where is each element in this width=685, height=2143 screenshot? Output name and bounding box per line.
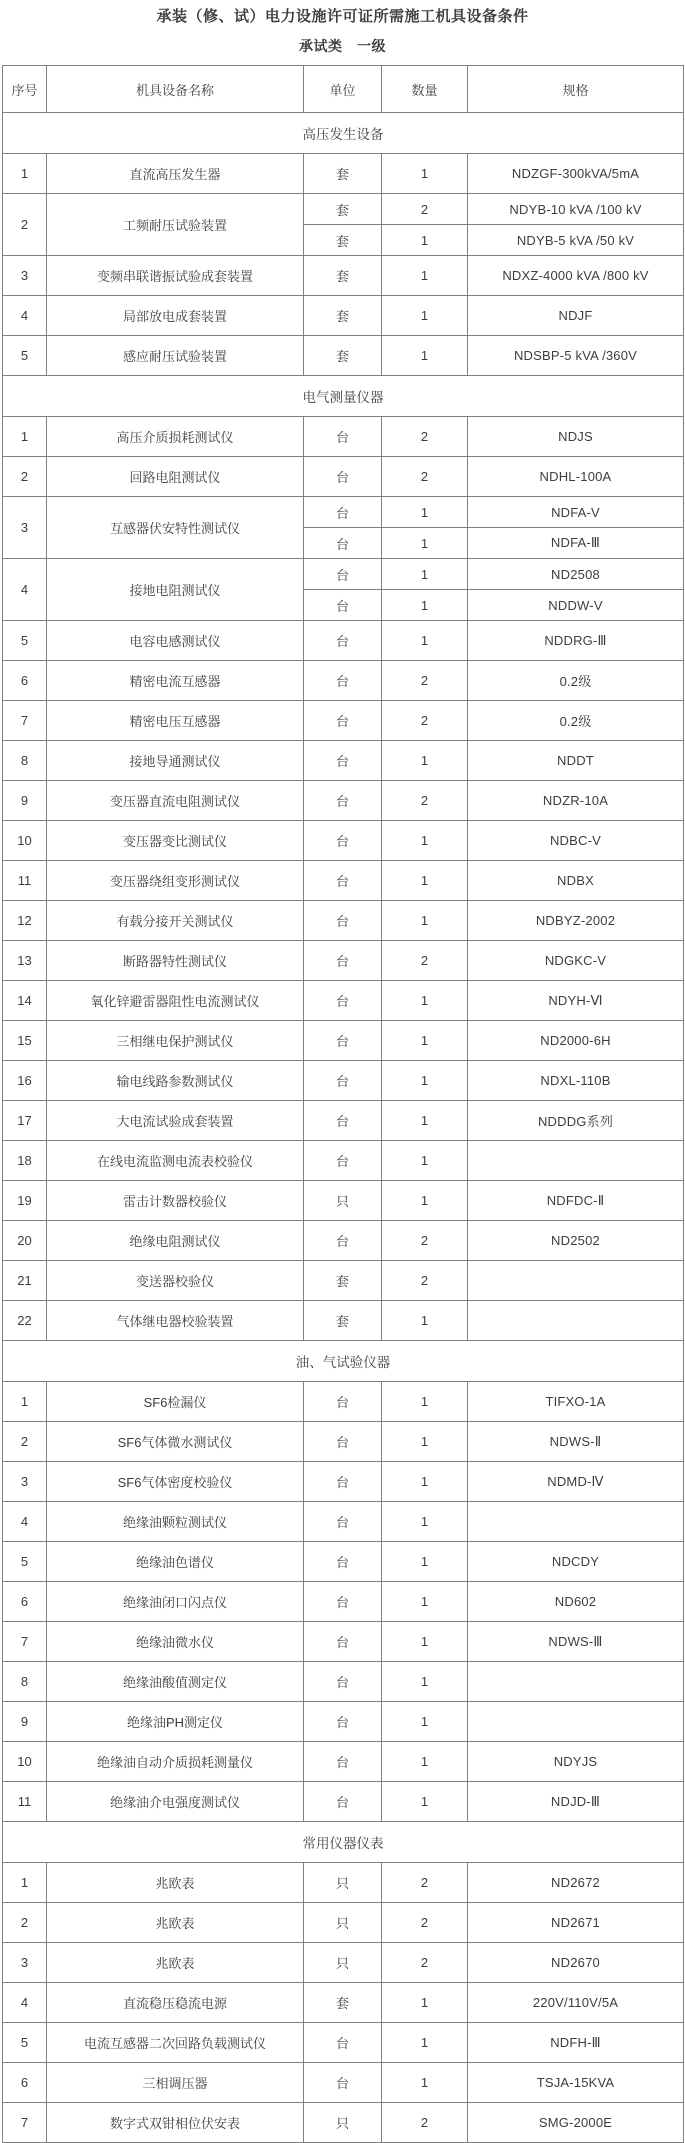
row-number-cell: 11 [3, 861, 47, 901]
unit-cell: 台 [304, 1542, 382, 1582]
equipment-name-cell: 雷击计数器校验仪 [47, 1181, 304, 1221]
unit-cell: 台 [304, 1141, 382, 1181]
quantity-cell: 1 [382, 225, 468, 256]
equipment-name-cell: 电容电感测试仪 [47, 621, 304, 661]
unit-cell: 套 [304, 1983, 382, 2023]
table-row [3, 1863, 684, 1903]
unit-cell: 台 [304, 981, 382, 1021]
table-row [3, 1742, 684, 1782]
section-header [3, 1341, 684, 1382]
section-header [3, 1822, 684, 1863]
unit-cell: 套 [304, 154, 382, 194]
table-row [3, 941, 684, 981]
spec-cell: NDBX [468, 861, 684, 901]
row-number-cell: 9 [3, 1702, 47, 1742]
unit-cell: 台 [304, 417, 382, 457]
quantity-cell: 1 [382, 821, 468, 861]
quantity-cell: 1 [382, 1422, 468, 1462]
row-number-cell: 9 [3, 781, 47, 821]
quantity-cell: 1 [382, 1181, 468, 1221]
quantity-cell: 1 [382, 497, 468, 528]
row-number-cell: 1 [3, 1863, 47, 1903]
quantity-cell: 2 [382, 2103, 468, 2143]
row-number-cell: 3 [3, 497, 47, 559]
table-row [3, 1141, 684, 1181]
row-number-cell: 5 [3, 2023, 47, 2063]
row-number-cell: 15 [3, 1021, 47, 1061]
equipment-name-cell: 气体继电器校验装置 [47, 1301, 304, 1341]
table-body [3, 113, 684, 2143]
header-row [3, 66, 684, 113]
unit-cell: 台 [304, 2023, 382, 2063]
unit-cell: 只 [304, 2103, 382, 2143]
quantity-cell: 1 [382, 1622, 468, 1662]
column-header-2: 单位 [304, 66, 382, 113]
row-number-cell: 6 [3, 1582, 47, 1622]
table-row [3, 1542, 684, 1582]
spec-cell: NDDRG-Ⅲ [468, 621, 684, 661]
table-row [3, 2023, 684, 2063]
unit-cell: 台 [304, 1502, 382, 1542]
equipment-name-cell: 接地电阻测试仪 [47, 559, 304, 621]
quantity-cell: 1 [382, 296, 468, 336]
spec-cell: NDFDC-Ⅱ [468, 1181, 684, 1221]
spec-cell: NDYB-5 kVA /50 kV [468, 225, 684, 256]
quantity-cell: 1 [382, 1502, 468, 1542]
table-header-row [3, 66, 684, 113]
row-number-cell: 18 [3, 1141, 47, 1181]
unit-cell: 套 [304, 336, 382, 376]
spec-cell: NDYB-10 kVA /100 kV [468, 194, 684, 225]
spec-cell: NDJS [468, 417, 684, 457]
quantity-cell: 1 [382, 1983, 468, 2023]
table-row [3, 1061, 684, 1101]
table-row [3, 1101, 684, 1141]
quantity-cell: 1 [382, 528, 468, 559]
quantity-cell: 2 [382, 457, 468, 497]
row-number-cell: 1 [3, 417, 47, 457]
spec-cell: 0.2级 [468, 661, 684, 701]
table-row [3, 1582, 684, 1622]
quantity-cell: 2 [382, 1903, 468, 1943]
unit-cell: 台 [304, 1382, 382, 1422]
unit-cell: 台 [304, 701, 382, 741]
unit-cell: 台 [304, 497, 382, 528]
unit-cell: 台 [304, 941, 382, 981]
table-row [3, 701, 684, 741]
equipment-name-cell: 绝缘油闭口闪点仪 [47, 1582, 304, 1622]
unit-cell: 台 [304, 1702, 382, 1742]
spec-cell [468, 1261, 684, 1301]
quantity-cell: 1 [382, 1141, 468, 1181]
equipment-name-cell: 直流稳压稳流电源 [47, 1983, 304, 2023]
quantity-cell: 2 [382, 701, 468, 741]
quantity-cell: 2 [382, 941, 468, 981]
unit-cell: 台 [304, 1582, 382, 1622]
table-row [3, 741, 684, 781]
unit-cell: 台 [304, 821, 382, 861]
quantity-cell: 1 [382, 1742, 468, 1782]
table-row [3, 1021, 684, 1061]
row-number-cell: 4 [3, 1502, 47, 1542]
equipment-name-cell: 电流互感器二次回路负载测试仪 [47, 2023, 304, 2063]
spec-cell: NDWS-Ⅲ [468, 1622, 684, 1662]
unit-cell: 只 [304, 1181, 382, 1221]
unit-cell: 台 [304, 1101, 382, 1141]
unit-cell: 只 [304, 1943, 382, 1983]
quantity-cell: 2 [382, 417, 468, 457]
row-number-cell: 3 [3, 1943, 47, 1983]
unit-cell: 只 [304, 1863, 382, 1903]
quantity-cell: 1 [382, 559, 468, 590]
row-number-cell: 22 [3, 1301, 47, 1341]
quantity-cell: 2 [382, 194, 468, 225]
table-row [3, 621, 684, 661]
unit-cell: 套 [304, 256, 382, 296]
table-row [3, 661, 684, 701]
equipment-name-cell: 绝缘油介电强度测试仪 [47, 1782, 304, 1822]
unit-cell: 台 [304, 901, 382, 941]
row-number-cell: 7 [3, 1622, 47, 1662]
table-row [3, 861, 684, 901]
equipment-name-cell: 精密电压互感器 [47, 701, 304, 741]
spec-cell: TSJA-15KVA [468, 2063, 684, 2103]
section-title: 电气测量仪器 [3, 376, 684, 417]
unit-cell: 台 [304, 1021, 382, 1061]
spec-cell: ND2670 [468, 1943, 684, 1983]
row-number-cell: 21 [3, 1261, 47, 1301]
quantity-cell: 1 [382, 256, 468, 296]
page-title: 承装（修、试）电力设施许可证所需施工机具设备条件 [156, 8, 529, 25]
spec-cell: NDGKC-V [468, 941, 684, 981]
quantity-cell: 1 [382, 590, 468, 621]
row-number-cell: 11 [3, 1782, 47, 1822]
spec-cell: ND2671 [468, 1903, 684, 1943]
spec-cell: SMG-2000E [468, 2103, 684, 2143]
row-number-cell: 2 [3, 194, 47, 256]
table-row [3, 2063, 684, 2103]
page-subtitle: 承试类 一级 [299, 38, 386, 54]
equipment-name-cell: 数字式双钳相位伏安表 [47, 2103, 304, 2143]
unit-cell: 台 [304, 1462, 382, 1502]
row-number-cell: 10 [3, 1742, 47, 1782]
equipment-name-cell: 兆欧表 [47, 1903, 304, 1943]
table-row [3, 497, 684, 528]
equipment-name-cell: 绝缘电阻测试仪 [47, 1221, 304, 1261]
row-number-cell: 13 [3, 941, 47, 981]
table-row [3, 981, 684, 1021]
spec-cell: NDWS-Ⅱ [468, 1422, 684, 1462]
equipment-name-cell: 局部放电成套装置 [47, 296, 304, 336]
column-header-3: 数量 [382, 66, 468, 113]
equipment-name-cell: 绝缘油PH测定仪 [47, 1702, 304, 1742]
spec-cell: 220V/110V/5A [468, 1983, 684, 2023]
spec-cell: NDJD-Ⅲ [468, 1782, 684, 1822]
row-number-cell: 5 [3, 621, 47, 661]
spec-cell: NDDT [468, 741, 684, 781]
equipment-name-cell: SF6气体密度校验仪 [47, 1462, 304, 1502]
quantity-cell: 1 [382, 1382, 468, 1422]
table-row [3, 1903, 684, 1943]
table-row [3, 417, 684, 457]
section-title: 常用仪器仪表 [3, 1822, 684, 1863]
column-header-4: 规格 [468, 66, 684, 113]
spec-cell: NDFA-Ⅲ [468, 528, 684, 559]
spec-cell [468, 1502, 684, 1542]
quantity-cell: 2 [382, 1943, 468, 1983]
unit-cell: 套 [304, 225, 382, 256]
equipment-name-cell: SF6气体微水测试仪 [47, 1422, 304, 1462]
quantity-cell: 2 [382, 1221, 468, 1261]
table-row [3, 256, 684, 296]
quantity-cell: 1 [382, 861, 468, 901]
unit-cell: 台 [304, 1782, 382, 1822]
equipment-name-cell: 高压介质损耗测试仪 [47, 417, 304, 457]
row-number-cell: 2 [3, 1903, 47, 1943]
equipment-name-cell: 工频耐压试验装置 [47, 194, 304, 256]
equipment-name-cell: 互感器伏安特性测试仪 [47, 497, 304, 559]
equipment-name-cell: 绝缘油色谱仪 [47, 1542, 304, 1582]
unit-cell: 台 [304, 528, 382, 559]
spec-cell: NDBYZ-2002 [468, 901, 684, 941]
table-row [3, 1702, 684, 1742]
row-number-cell: 6 [3, 2063, 47, 2103]
spec-cell: NDDW-V [468, 590, 684, 621]
row-number-cell: 17 [3, 1101, 47, 1141]
equipment-name-cell: SF6检漏仪 [47, 1382, 304, 1422]
unit-cell: 套 [304, 194, 382, 225]
section-header [3, 113, 684, 154]
row-number-cell: 7 [3, 701, 47, 741]
spec-cell: NDYJS [468, 1742, 684, 1782]
spec-cell: ND2672 [468, 1863, 684, 1903]
row-number-cell: 5 [3, 1542, 47, 1582]
quantity-cell: 1 [382, 1061, 468, 1101]
spec-cell: ND2502 [468, 1221, 684, 1261]
row-number-cell: 16 [3, 1061, 47, 1101]
section-title: 油、气试验仪器 [3, 1341, 684, 1382]
quantity-cell: 1 [382, 621, 468, 661]
unit-cell: 套 [304, 1301, 382, 1341]
quantity-cell: 2 [382, 661, 468, 701]
unit-cell: 台 [304, 1221, 382, 1261]
spec-cell: NDXL-110B [468, 1061, 684, 1101]
spec-cell: NDYH-Ⅵ [468, 981, 684, 1021]
unit-cell: 只 [304, 1903, 382, 1943]
unit-cell: 台 [304, 621, 382, 661]
row-number-cell: 1 [3, 1382, 47, 1422]
unit-cell: 台 [304, 1742, 382, 1782]
unit-cell: 台 [304, 781, 382, 821]
equipment-name-cell: 感应耐压试验装置 [47, 336, 304, 376]
row-number-cell: 4 [3, 1983, 47, 2023]
quantity-cell: 1 [382, 2063, 468, 2103]
spec-cell: 0.2级 [468, 701, 684, 741]
equipment-name-cell: 大电流试验成套装置 [47, 1101, 304, 1141]
unit-cell: 套 [304, 296, 382, 336]
table-row [3, 1622, 684, 1662]
equipment-name-cell: 变压器直流电阻测试仪 [47, 781, 304, 821]
quantity-cell: 1 [382, 336, 468, 376]
equipment-name-cell: 兆欧表 [47, 1943, 304, 1983]
equipment-name-cell: 三相调压器 [47, 2063, 304, 2103]
row-number-cell: 8 [3, 741, 47, 781]
equipment-name-cell: 绝缘油酸值测定仪 [47, 1662, 304, 1702]
equipment-name-cell: 兆欧表 [47, 1863, 304, 1903]
table-row [3, 1181, 684, 1221]
row-number-cell: 4 [3, 559, 47, 621]
equipment-name-cell: 直流高压发生器 [47, 154, 304, 194]
unit-cell: 台 [304, 2063, 382, 2103]
unit-cell: 台 [304, 1622, 382, 1662]
spec-cell [468, 1662, 684, 1702]
table-row [3, 559, 684, 590]
equipment-name-cell: 三相继电保护测试仪 [47, 1021, 304, 1061]
table-row [3, 1261, 684, 1301]
quantity-cell: 1 [382, 1462, 468, 1502]
quantity-cell: 1 [382, 1702, 468, 1742]
spec-cell: NDJF [468, 296, 684, 336]
quantity-cell: 1 [382, 1582, 468, 1622]
unit-cell: 台 [304, 1422, 382, 1462]
unit-cell: 台 [304, 590, 382, 621]
spec-cell: NDFH-Ⅲ [468, 2023, 684, 2063]
equipment-name-cell: 输电线路参数测试仪 [47, 1061, 304, 1101]
equipment-name-cell: 在线电流监测电流表校验仪 [47, 1141, 304, 1181]
row-number-cell: 10 [3, 821, 47, 861]
table-row [3, 336, 684, 376]
spec-cell: NDHL-100A [468, 457, 684, 497]
equipment-name-cell: 变频串联谐振试验成套装置 [47, 256, 304, 296]
spec-cell: NDZR-10A [468, 781, 684, 821]
spec-cell: NDMD-Ⅳ [468, 1462, 684, 1502]
unit-cell: 台 [304, 741, 382, 781]
table-row [3, 296, 684, 336]
equipment-name-cell: 有载分接开关测试仪 [47, 901, 304, 941]
equipment-name-cell: 变压器绕组变形测试仪 [47, 861, 304, 901]
quantity-cell: 1 [382, 1542, 468, 1582]
spec-cell: ND2000-6H [468, 1021, 684, 1061]
quantity-cell: 2 [382, 1261, 468, 1301]
quantity-cell: 1 [382, 154, 468, 194]
row-number-cell: 3 [3, 256, 47, 296]
column-header-1: 机具设备名称 [47, 66, 304, 113]
row-number-cell: 3 [3, 1462, 47, 1502]
unit-cell: 台 [304, 1061, 382, 1101]
row-number-cell: 4 [3, 296, 47, 336]
unit-cell: 台 [304, 457, 382, 497]
unit-cell: 台 [304, 1662, 382, 1702]
table-row [3, 1662, 684, 1702]
spec-cell: NDDDG系列 [468, 1101, 684, 1141]
spec-cell [468, 1141, 684, 1181]
table-row [3, 1382, 684, 1422]
equipment-name-cell: 变送器校验仪 [47, 1261, 304, 1301]
equipment-name-cell: 断路器特性测试仪 [47, 941, 304, 981]
quantity-cell: 2 [382, 781, 468, 821]
quantity-cell: 1 [382, 981, 468, 1021]
unit-cell: 台 [304, 559, 382, 590]
row-number-cell: 20 [3, 1221, 47, 1261]
row-number-cell: 14 [3, 981, 47, 1021]
section-title: 高压发生设备 [3, 113, 684, 154]
quantity-cell: 1 [382, 1301, 468, 1341]
spec-cell: TIFXO-1A [468, 1382, 684, 1422]
spec-cell: NDSBP-5 kVA /360V [468, 336, 684, 376]
spec-cell: NDXZ-4000 kVA /800 kV [468, 256, 684, 296]
table-row [3, 457, 684, 497]
equipment-table [2, 65, 684, 2143]
table-row [3, 1782, 684, 1822]
table-row [3, 2103, 684, 2143]
quantity-cell: 1 [382, 901, 468, 941]
spec-cell: NDBC-V [468, 821, 684, 861]
section-header [3, 376, 684, 417]
quantity-cell: 1 [382, 1782, 468, 1822]
unit-cell: 套 [304, 1261, 382, 1301]
equipment-name-cell: 绝缘油颗粒测试仪 [47, 1502, 304, 1542]
spec-cell [468, 1702, 684, 1742]
spec-cell: ND602 [468, 1582, 684, 1622]
spec-cell: NDFA-V [468, 497, 684, 528]
table-row [3, 1502, 684, 1542]
row-number-cell: 7 [3, 2103, 47, 2143]
row-number-cell: 12 [3, 901, 47, 941]
table-row [3, 1301, 684, 1341]
equipment-name-cell: 氧化锌避雷器阻性电流测试仪 [47, 981, 304, 1021]
spec-cell [468, 1301, 684, 1341]
table-row [3, 1983, 684, 2023]
row-number-cell: 8 [3, 1662, 47, 1702]
spec-cell: NDCDY [468, 1542, 684, 1582]
table-row [3, 781, 684, 821]
table-row [3, 194, 684, 225]
column-header-0: 序号 [3, 66, 47, 113]
equipment-name-cell: 精密电流互感器 [47, 661, 304, 701]
quantity-cell: 1 [382, 1662, 468, 1702]
table-row [3, 1462, 684, 1502]
row-number-cell: 2 [3, 1422, 47, 1462]
table-row [3, 901, 684, 941]
equipment-name-cell: 回路电阻测试仪 [47, 457, 304, 497]
equipment-name-cell: 绝缘油微水仪 [47, 1622, 304, 1662]
row-number-cell: 1 [3, 154, 47, 194]
table-row [3, 821, 684, 861]
spec-cell: ND2508 [468, 559, 684, 590]
row-number-cell: 6 [3, 661, 47, 701]
table-row [3, 1943, 684, 1983]
row-number-cell: 19 [3, 1181, 47, 1221]
row-number-cell: 5 [3, 336, 47, 376]
quantity-cell: 1 [382, 2023, 468, 2063]
quantity-cell: 2 [382, 1863, 468, 1903]
spec-cell: NDZGF-300kVA/5mA [468, 154, 684, 194]
quantity-cell: 1 [382, 741, 468, 781]
table-row [3, 154, 684, 194]
unit-cell: 台 [304, 661, 382, 701]
equipment-name-cell: 变压器变比测试仪 [47, 821, 304, 861]
quantity-cell: 1 [382, 1101, 468, 1141]
equipment-name-cell: 接地导通测试仪 [47, 741, 304, 781]
unit-cell: 台 [304, 861, 382, 901]
quantity-cell: 1 [382, 1021, 468, 1061]
row-number-cell: 2 [3, 457, 47, 497]
equipment-name-cell: 绝缘油自动介质损耗测量仪 [47, 1742, 304, 1782]
table-row [3, 1221, 684, 1261]
table-row [3, 1422, 684, 1462]
